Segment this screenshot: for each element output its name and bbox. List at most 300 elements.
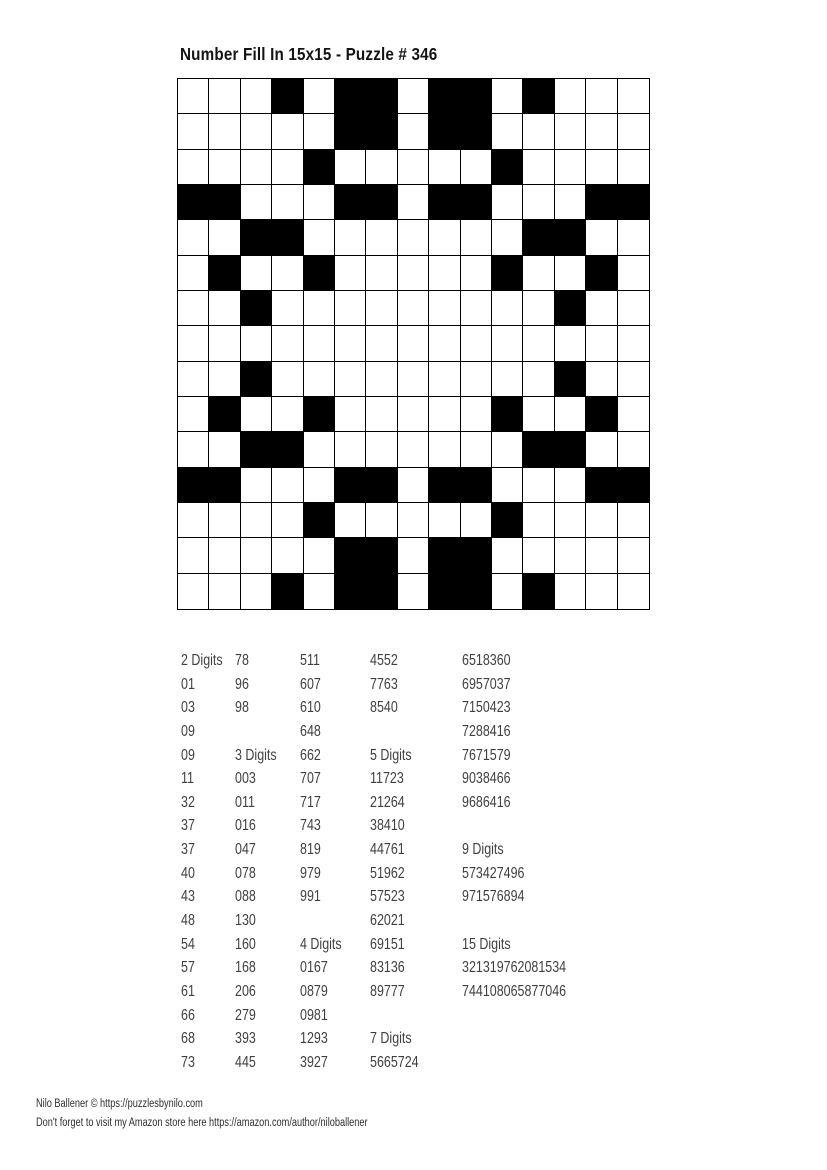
grid-cell[interactable] [178, 538, 209, 573]
grid-cell[interactable] [366, 291, 397, 326]
grid-cell[interactable] [492, 79, 523, 114]
grid-cell[interactable] [366, 432, 397, 467]
grid-cell[interactable] [178, 574, 209, 609]
list-entry [235, 720, 277, 744]
grid-cell[interactable] [618, 432, 649, 467]
grid-cell[interactable] [618, 503, 649, 538]
grid-cell[interactable] [492, 220, 523, 255]
list-entry: 610 [300, 699, 321, 717]
grid-cell [429, 185, 460, 220]
list-entry: 717 [300, 793, 321, 811]
grid-cell[interactable] [555, 397, 586, 432]
grid-cell[interactable] [492, 185, 523, 220]
grid-cell[interactable] [429, 397, 460, 432]
grid-cell [555, 291, 586, 326]
grid-cell [429, 79, 460, 114]
grid-cell[interactable] [209, 220, 240, 255]
grid-cell[interactable] [523, 503, 554, 538]
grid-cell[interactable] [209, 574, 240, 609]
grid-cell[interactable] [178, 114, 209, 149]
grid-cell[interactable] [209, 326, 240, 361]
grid-cell[interactable] [304, 432, 335, 467]
grid-cell [586, 468, 617, 503]
grid-cell[interactable] [398, 256, 429, 291]
grid-cell[interactable] [178, 291, 209, 326]
list-entry: 11 [181, 770, 194, 788]
list-entry: 37 [181, 817, 195, 835]
grid-cell[interactable] [366, 397, 397, 432]
list-entry: 57 [181, 959, 195, 977]
grid-cell[interactable] [492, 291, 523, 326]
grid-cell[interactable] [429, 291, 460, 326]
list-entry: 279 [235, 1006, 256, 1024]
grid-cell[interactable] [492, 538, 523, 573]
digit-group-header: 3 Digits [235, 746, 277, 764]
grid-cell[interactable] [272, 256, 303, 291]
list-column [235, 649, 277, 1075]
grid-cell[interactable] [492, 468, 523, 503]
grid-cell [555, 220, 586, 255]
grid-cell[interactable] [618, 362, 649, 397]
grid-cell [304, 503, 335, 538]
grid-cell[interactable] [618, 150, 649, 185]
list-entry: 6957037 [462, 675, 511, 693]
grid-cell[interactable] [461, 326, 492, 361]
grid-cell[interactable] [618, 397, 649, 432]
grid-cell[interactable] [335, 432, 366, 467]
grid-cell [272, 79, 303, 114]
grid-cell[interactable] [586, 503, 617, 538]
list-entry: 21264 [370, 793, 405, 811]
grid-cell[interactable] [366, 326, 397, 361]
list-entry: 016 [235, 817, 256, 835]
grid-cell[interactable] [398, 362, 429, 397]
grid-cell[interactable] [461, 503, 492, 538]
grid-cell [523, 220, 554, 255]
list-entry [462, 909, 566, 933]
grid-cell[interactable] [523, 150, 554, 185]
grid-cell[interactable] [209, 79, 240, 114]
grid-cell[interactable] [272, 326, 303, 361]
grid-cell[interactable] [429, 326, 460, 361]
grid-cell [461, 574, 492, 609]
grid-cell [304, 150, 335, 185]
grid-cell [335, 574, 366, 609]
list-entry [370, 1004, 419, 1028]
grid-cell[interactable] [272, 114, 303, 149]
list-entry: 168 [235, 959, 256, 977]
grid-cell[interactable] [398, 220, 429, 255]
list-entry: 743 [300, 817, 321, 835]
grid-cell[interactable] [398, 574, 429, 609]
grid-cell [492, 150, 523, 185]
grid-cell[interactable] [618, 114, 649, 149]
list-entry: 01 [181, 675, 195, 693]
grid-cell [366, 79, 397, 114]
grid-cell[interactable] [586, 574, 617, 609]
page-title: Number Fill In 15x15 - Puzzle # 346 [180, 44, 438, 64]
grid-cell[interactable] [209, 432, 240, 467]
grid-cell [272, 574, 303, 609]
list-entry: 51962 [370, 864, 405, 882]
grid-cell [429, 538, 460, 573]
list-entry: 09 [181, 746, 195, 764]
grid-cell[interactable] [272, 291, 303, 326]
grid-cell [492, 503, 523, 538]
grid-cell[interactable] [523, 468, 554, 503]
list-entry: 0167 [300, 959, 328, 977]
grid-cell[interactable] [523, 114, 554, 149]
grid-cell[interactable] [461, 397, 492, 432]
grid-cell [335, 185, 366, 220]
grid-cell[interactable] [272, 150, 303, 185]
list-entry: 98 [235, 699, 249, 717]
grid-cell[interactable] [272, 362, 303, 397]
grid-cell[interactable] [461, 220, 492, 255]
grid-cell[interactable] [586, 150, 617, 185]
grid-cell [461, 538, 492, 573]
digit-group-header: 9 Digits [462, 841, 504, 859]
grid-cell[interactable] [555, 185, 586, 220]
grid-cell[interactable] [304, 574, 335, 609]
grid-cell[interactable] [366, 150, 397, 185]
grid-cell [586, 397, 617, 432]
grid-cell[interactable] [209, 150, 240, 185]
grid-cell [241, 432, 272, 467]
grid-cell[interactable] [492, 574, 523, 609]
list-entry: 61 [181, 982, 195, 1000]
grid-cell [461, 185, 492, 220]
grid-cell[interactable] [398, 114, 429, 149]
grid-cell[interactable] [366, 220, 397, 255]
grid-cell[interactable] [555, 114, 586, 149]
list-entry: 9038466 [462, 770, 511, 788]
list-entry [462, 814, 566, 838]
list-entry: 9686416 [462, 793, 511, 811]
list-entry: 707 [300, 770, 321, 788]
grid-cell[interactable] [398, 291, 429, 326]
list-entry: 32 [181, 793, 195, 811]
grid-cell [178, 185, 209, 220]
list-column [370, 649, 419, 1075]
grid-cell[interactable] [618, 291, 649, 326]
grid-cell[interactable] [586, 362, 617, 397]
list-entry: 393 [235, 1030, 256, 1048]
grid-cell[interactable] [398, 185, 429, 220]
grid-cell [209, 468, 240, 503]
grid-cell[interactable] [241, 79, 272, 114]
list-entry: 445 [235, 1053, 256, 1071]
grid-cell [429, 114, 460, 149]
grid-cell [272, 432, 303, 467]
grid-cell[interactable] [335, 397, 366, 432]
grid-cell[interactable] [523, 538, 554, 573]
list-column [462, 649, 566, 1004]
grid-cell[interactable] [618, 220, 649, 255]
list-entry: 011 [235, 793, 255, 811]
list-entry: 73 [181, 1053, 195, 1071]
grid-cell [366, 538, 397, 573]
number-lists [181, 649, 661, 1079]
grid-cell[interactable] [555, 503, 586, 538]
grid-cell[interactable] [178, 79, 209, 114]
grid-cell[interactable] [586, 432, 617, 467]
grid-cell [586, 256, 617, 291]
grid-cell[interactable] [492, 326, 523, 361]
grid-cell[interactable] [304, 326, 335, 361]
grid-cell [366, 574, 397, 609]
grid-cell[interactable] [523, 362, 554, 397]
list-entry: 8540 [370, 699, 398, 717]
grid-cell[interactable] [241, 468, 272, 503]
grid-cell [241, 220, 272, 255]
grid-cell [241, 291, 272, 326]
grid-cell [461, 468, 492, 503]
grid-cell[interactable] [461, 291, 492, 326]
list-entry: 69151 [370, 935, 405, 953]
list-entry: 573427496 [462, 864, 525, 882]
grid-cell[interactable] [555, 79, 586, 114]
list-entry: 4552 [370, 652, 398, 669]
grid-cell[interactable] [178, 220, 209, 255]
grid-cell[interactable] [304, 220, 335, 255]
grid-cell[interactable] [209, 362, 240, 397]
grid-cell [335, 114, 366, 149]
list-entry: 991 [300, 888, 321, 906]
grid-cell[interactable] [209, 291, 240, 326]
grid-cell[interactable] [304, 291, 335, 326]
list-entry: 5665724 [370, 1053, 419, 1071]
list-entry: 37 [181, 841, 195, 859]
list-entry [370, 720, 419, 744]
grid-cell [461, 114, 492, 149]
grid-cell[interactable] [178, 432, 209, 467]
grid-cell [272, 220, 303, 255]
list-entry: 160 [235, 935, 256, 953]
grid-cell[interactable] [241, 150, 272, 185]
grid-cell[interactable] [461, 432, 492, 467]
list-entry: 68 [181, 1030, 195, 1048]
list-entry: 7150423 [462, 699, 511, 717]
grid-cell[interactable] [586, 291, 617, 326]
list-entry: 206 [235, 982, 256, 1000]
grid-cell[interactable] [429, 362, 460, 397]
list-entry: 38410 [370, 817, 405, 835]
grid-cell[interactable] [429, 256, 460, 291]
grid-cell [523, 79, 554, 114]
list-entry: 003 [235, 770, 256, 788]
grid-cell[interactable] [398, 432, 429, 467]
grid-cell[interactable] [618, 256, 649, 291]
list-entry: 40 [181, 864, 195, 882]
list-entry: 744108065877046 [462, 982, 567, 1000]
page-footer [36, 1095, 450, 1133]
grid-cell[interactable] [272, 397, 303, 432]
grid-cell[interactable] [241, 326, 272, 361]
grid-cell[interactable] [555, 150, 586, 185]
grid-cell [366, 114, 397, 149]
grid-cell[interactable] [492, 432, 523, 467]
grid-cell[interactable] [209, 538, 240, 573]
grid-cell[interactable] [272, 185, 303, 220]
grid-cell[interactable] [555, 574, 586, 609]
grid-cell[interactable] [304, 185, 335, 220]
grid-cell[interactable] [241, 538, 272, 573]
grid-cell[interactable] [272, 468, 303, 503]
grid-cell[interactable] [209, 114, 240, 149]
grid-cell [335, 79, 366, 114]
grid-cell[interactable] [366, 503, 397, 538]
grid-cell[interactable] [429, 150, 460, 185]
grid-cell[interactable] [586, 220, 617, 255]
grid-cell[interactable] [618, 79, 649, 114]
list-entry [300, 909, 342, 933]
grid-cell[interactable] [523, 326, 554, 361]
grid-cell[interactable] [398, 326, 429, 361]
list-entry: 7288416 [462, 722, 511, 740]
grid-cell[interactable] [398, 503, 429, 538]
list-entry: 3927 [300, 1053, 328, 1071]
list-entry: 89777 [370, 982, 405, 1000]
grid-cell[interactable] [366, 362, 397, 397]
grid-cell[interactable] [398, 468, 429, 503]
grid-cell [241, 362, 272, 397]
list-entry: 57523 [370, 888, 405, 906]
grid-cell[interactable] [429, 220, 460, 255]
grid-cell[interactable] [335, 362, 366, 397]
grid-cell[interactable] [429, 432, 460, 467]
footer-amazon-note: Don't forget to visit my Amazon store here https://amazon.com/author/niloballener [36, 1117, 368, 1129]
grid-cell[interactable] [461, 150, 492, 185]
grid-cell[interactable] [335, 326, 366, 361]
grid-cell[interactable] [335, 256, 366, 291]
grid-cell[interactable] [304, 362, 335, 397]
grid-cell[interactable] [241, 114, 272, 149]
grid-cell[interactable] [272, 538, 303, 573]
digit-group-header: 5 Digits [370, 746, 412, 764]
list-entry: 66 [181, 1006, 195, 1024]
grid-cell[interactable] [555, 538, 586, 573]
grid-cell[interactable] [304, 114, 335, 149]
grid-cell[interactable] [555, 326, 586, 361]
digit-group-header: 2 Digits [181, 652, 223, 669]
grid-cell[interactable] [586, 114, 617, 149]
grid-cell [555, 432, 586, 467]
grid-cell[interactable] [304, 79, 335, 114]
list-entry: 047 [235, 841, 256, 859]
list-entry: 7671579 [462, 746, 511, 764]
grid-cell[interactable] [272, 503, 303, 538]
grid-cell [178, 468, 209, 503]
grid-cell[interactable] [304, 538, 335, 573]
list-entry: 0981 [300, 1006, 328, 1024]
grid-cell[interactable] [586, 326, 617, 361]
grid-cell[interactable] [178, 397, 209, 432]
list-entry: 09 [181, 722, 195, 740]
list-entry: 1293 [300, 1030, 328, 1048]
grid-cell[interactable] [398, 150, 429, 185]
grid-cell [555, 362, 586, 397]
list-entry: 130 [235, 912, 256, 930]
list-entry: 819 [300, 841, 321, 859]
grid-cell[interactable] [523, 397, 554, 432]
grid-cell[interactable] [523, 291, 554, 326]
grid-cell[interactable] [304, 468, 335, 503]
grid-cell[interactable] [555, 468, 586, 503]
grid-cell [366, 468, 397, 503]
grid-cell [304, 256, 335, 291]
grid-cell[interactable] [523, 185, 554, 220]
grid-cell [461, 79, 492, 114]
grid-cell [366, 185, 397, 220]
grid-cell[interactable] [335, 220, 366, 255]
grid-cell[interactable] [335, 291, 366, 326]
grid-cell [335, 468, 366, 503]
grid-cell[interactable] [335, 150, 366, 185]
grid-cell[interactable] [586, 79, 617, 114]
list-entry: 48 [181, 912, 195, 930]
grid-cell[interactable] [366, 256, 397, 291]
grid-cell[interactable] [178, 256, 209, 291]
digit-group-header: 15 Digits [462, 935, 511, 953]
list-entry: 44761 [370, 841, 405, 859]
list-entry: 62021 [370, 912, 405, 930]
grid-cell[interactable] [335, 503, 366, 538]
grid-cell[interactable] [618, 326, 649, 361]
list-entry: 607 [300, 675, 321, 693]
list-entry: 971576894 [462, 888, 525, 906]
grid-cell[interactable] [241, 503, 272, 538]
grid-cell[interactable] [178, 503, 209, 538]
grid-cell[interactable] [492, 362, 523, 397]
grid-cell[interactable] [523, 256, 554, 291]
list-entry: 321319762081534 [462, 959, 567, 977]
grid-cell[interactable] [618, 574, 649, 609]
grid-cell[interactable] [209, 503, 240, 538]
list-column [300, 649, 342, 1075]
grid-cell[interactable] [492, 114, 523, 149]
list-entry: 7763 [370, 675, 398, 693]
grid-cell[interactable] [586, 538, 617, 573]
grid-cell[interactable] [241, 397, 272, 432]
grid-cell[interactable] [555, 256, 586, 291]
grid-cell[interactable] [178, 362, 209, 397]
grid-cell[interactable] [241, 574, 272, 609]
grid-cell[interactable] [398, 397, 429, 432]
grid-cell [304, 397, 335, 432]
digit-group-header: 7 Digits [370, 1030, 412, 1048]
grid-cell[interactable] [461, 256, 492, 291]
grid-cell [209, 397, 240, 432]
grid-cell[interactable] [241, 185, 272, 220]
grid-cell[interactable] [618, 538, 649, 573]
grid-cell[interactable] [241, 256, 272, 291]
grid-cell[interactable] [398, 79, 429, 114]
grid-cell[interactable] [461, 362, 492, 397]
list-entry: 979 [300, 864, 321, 882]
grid-cell[interactable] [178, 326, 209, 361]
grid-cell [492, 256, 523, 291]
grid-cell[interactable] [429, 503, 460, 538]
grid-cell [523, 432, 554, 467]
list-entry: 511 [300, 652, 320, 669]
grid-cell[interactable] [178, 150, 209, 185]
grid-cell [209, 185, 240, 220]
grid-cell [492, 397, 523, 432]
grid-cell[interactable] [398, 538, 429, 573]
list-entry: 088 [235, 888, 256, 906]
grid-cell [586, 185, 617, 220]
